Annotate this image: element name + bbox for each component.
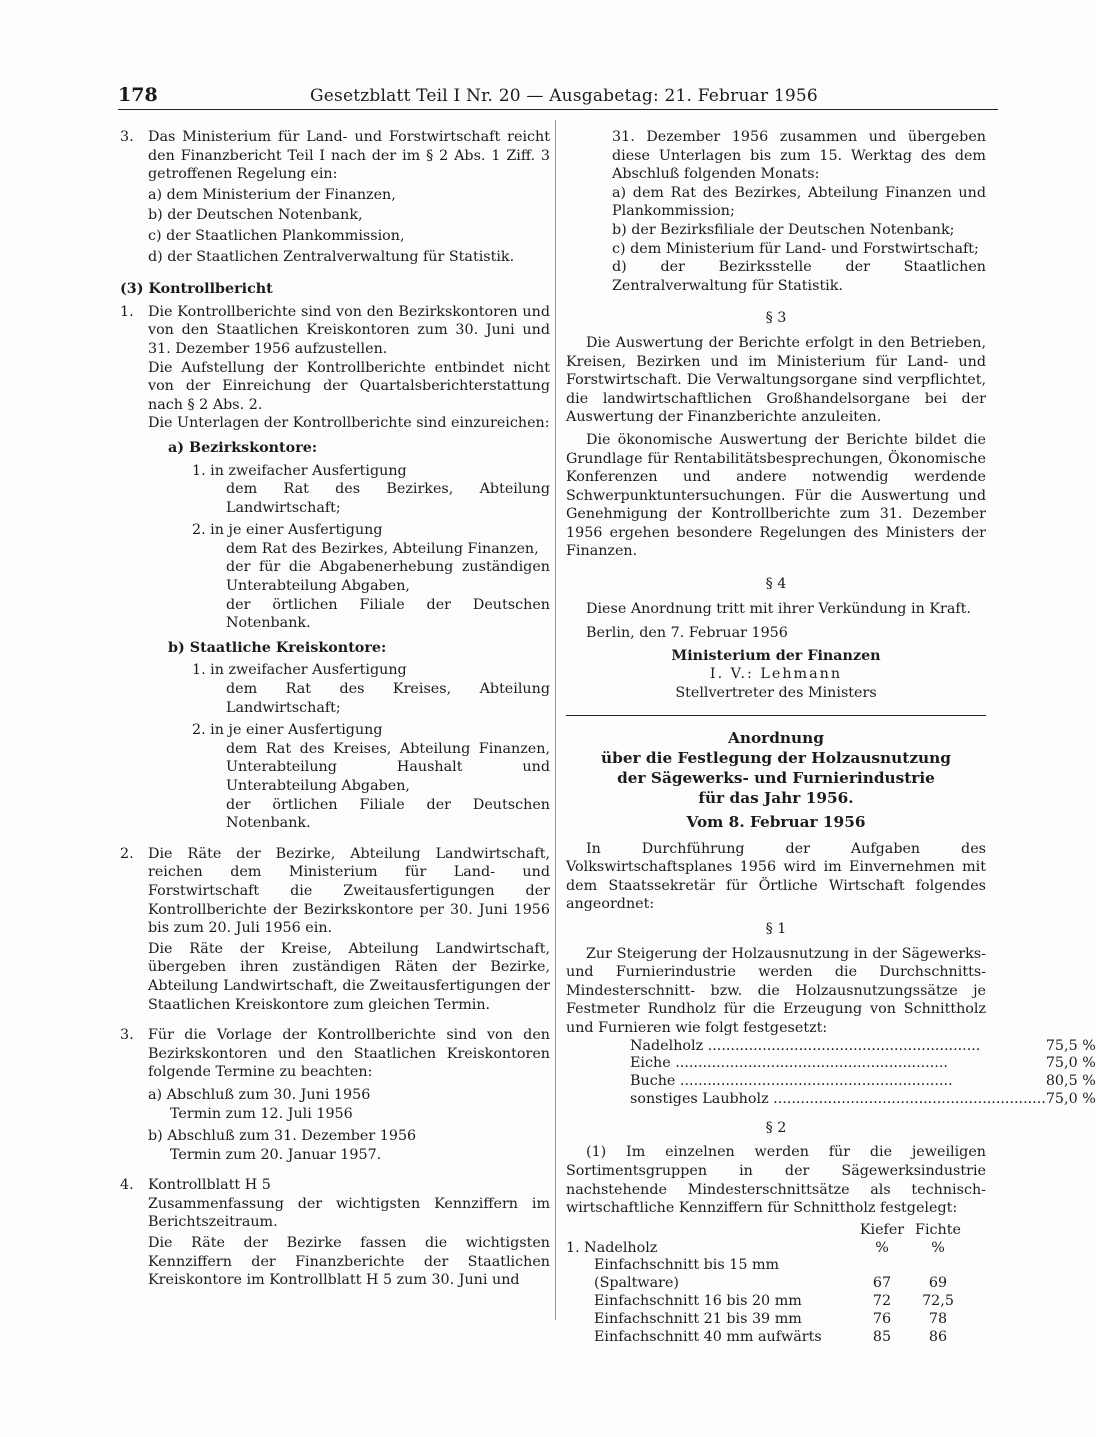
- table-row: [630, 1038, 1096, 1056]
- section-number: § 2: [765, 1119, 787, 1136]
- list-item: der örtlichen Filiale der Deutschen Notenbank.: [226, 596, 550, 632]
- list-item: 2. in je einer Ausfertigung: [192, 522, 383, 539]
- list-item: 2. in je einer Ausfertigung: [192, 722, 383, 739]
- table-row: [566, 1329, 966, 1347]
- list-item: 2. Die Räte der Bezirke, Abteilung Landwirtschaft, reichen dem Ministerium für Land- und Forstwirtschaft die Zweitausfertigungen der Kontrollberichte der Bezirkskontore per 30. Juni 1956 bis zum 20. Juli 1956 ein. Die Räte der Kreise, Abteilung Landwirtschaft, übergeben ihren zuständigen Räten der Bezirke, Abteilung Landwirtschaft, die Zweitausfertigungen der Staatlichen Kreiskontore zum gleichen Termin.: [120, 845, 550, 1013]
- list-item: 1. in zweifacher Ausfertigung: [192, 662, 407, 679]
- list-item: Termin zum 12. Juli 1956: [170, 1105, 353, 1122]
- ministry: Ministerium der Finanzen: [671, 647, 881, 664]
- table-row: [566, 1257, 966, 1293]
- list-item: 1. Die Kontrollberichte sind von den Bezirkskontoren und von den Staatlichen Kreiskontoren zum 30. Juni und 31. Dezember 1956 aufzustellen. Die Aufstellung der Kontrollberichte entbindet nicht von der Einreichung der Quartalsberichterstattung nach § 2 Abs. 2. Die Unterlagen der Kontrollberichte sind einzureichen: a) Bezirkskontore: 1. in zweifacher Ausfertigung dem Rat des Bezirkes, Abteilung Landwirtschaft; 2. in je einer Ausfertigung dem Rat des Bezirkes, Abteilung Finanzen, der für die Abgabenerhebung zuständigen Unterabteilung Abgaben, der örtlichen Filiale der Deutschen Notenbank. b) Staatliche Kreiskontore: 1. in zweifacher Ausfertigung dem Rat des Kreises, Abteilung Landwirtschaft; 2. in je einer Ausfertigung dem Rat des Kreises, Abteilung Finanzen, Unterabteilung Haushalt und Unterabteilung Abgaben, der örtlichen Filiale der Deutschen Notenbank.: [120, 303, 550, 832]
- paragraph: Die Räte der Kreise, Abteilung Landwirtschaft, übergeben ihren zuständigen Räten der Bezirke, Abteilung Landwirtschaft, die Zweitausfertigungen der Staatlichen Kreiskontore zum gleichen Termin.: [148, 940, 550, 1013]
- left-column: [120, 128, 550, 1290]
- list-item: b) der Bezirksfiliale der Deutschen Notenbank;: [612, 221, 955, 238]
- fichte-value: 72,5: [922, 1292, 954, 1309]
- rate-value: 75,0 %: [1045, 1055, 1096, 1072]
- signature: I. V.: Lehmann: [709, 666, 843, 683]
- row-label: Einfachschnitt 21 bis 39 mm: [594, 1310, 802, 1327]
- list-item: 1. in zweifacher Ausfertigung: [192, 462, 407, 479]
- page-number: 178: [118, 84, 158, 106]
- header-title: Gesetzblatt Teil I Nr. 20 — Ausgabetag: 21. Februar 1956: [310, 86, 818, 106]
- row-label: Einfachschnitt 40 mm aufwärts: [594, 1328, 822, 1345]
- paragraph: Für die Vorlage der Kontrollberichte sind von den Bezirkskontoren und den Staatlichen Kreiskontoren folgende Termine zu beachten:: [148, 1027, 550, 1081]
- row-label: Einfachschnitt bis 15 mm (Spaltware): [594, 1257, 780, 1292]
- list-item: dem Rat des Bezirkes, Abteilung Landwirtschaft;: [226, 481, 550, 516]
- kiefer-value: 72: [872, 1292, 892, 1309]
- rate-label: sonstiges Laubholz ............................................................: [630, 1090, 1046, 1107]
- column-divider: [555, 120, 556, 1320]
- paragraph: 31. Dezember 1956 zusammen und übergeben diese Unterlagen bis zum 15. Werktag des dem Abschluß folgenden Monats:: [612, 129, 986, 183]
- unit-label: %: [931, 1239, 945, 1256]
- paragraph: Die Auswertung der Berichte erfolgt in den Betrieben, Kreisen, Bezirken und im Ministerium für Land- und Forstwirtschaft. Die Verwaltungsorgane sind verpflichtet, die landwirtschaftlichen Großhandelsorgane bei der Auswertung der Finanzberichte anzuleiten.: [566, 334, 986, 426]
- list-item: dem Rat des Kreises, Abteilung Landwirtschaft;: [226, 681, 550, 716]
- rate-label: Eiche ............................................................: [630, 1055, 948, 1072]
- paragraph: In Durchführung der Aufgaben des Volkswirtschaftsplanes 1956 wird im Einvernehmen mit dem Staatssekretär für Örtliche Wirtschaft folgendes angeordnet:: [566, 840, 986, 913]
- table-row: [630, 1091, 1096, 1109]
- table-row: [630, 1073, 1096, 1091]
- list-item: Termin zum 20. Januar 1957.: [170, 1146, 382, 1163]
- fichte-value: 86: [928, 1328, 948, 1345]
- kiefer-value: 85: [872, 1328, 892, 1345]
- group-label: 1. Nadelholz: [566, 1239, 658, 1256]
- document-title: Anordnung über die Festlegung der Holzausnutzung der Sägewerks- und Furnierindustrie für das Jahr 1956. Vom 8. Februar 1956: [566, 728, 986, 832]
- table-row: [566, 1293, 966, 1311]
- list-item: d) der Bezirksstelle der Staatlichen Zentralverwaltung für Statistik.: [612, 259, 986, 294]
- fichte-value: 69: [928, 1275, 948, 1292]
- signer-role: Stellvertreter des Ministers: [675, 685, 877, 702]
- list-item: b) Abschluß zum 31. Dezember 1956: [148, 1128, 417, 1145]
- rate-value: 75,5 %: [1045, 1037, 1096, 1054]
- header-rule: [118, 109, 998, 110]
- rate-value: 80,5 %: [1045, 1073, 1096, 1090]
- paragraph: Zusammenfassung der wichtigsten Kennziffern im Berichtszeitraum.: [148, 1195, 550, 1231]
- paragraph: Kontrollblatt H 5: [148, 1177, 271, 1194]
- paragraph: Das Ministerium für Land- und Forstwirtschaft reicht den Finanzbericht Teil I nach der im § 2 Abs. 1 Ziff. 3 getroffenen Regelung ein:: [148, 129, 550, 183]
- section-number: § 4: [765, 576, 787, 593]
- sub-heading: b) Staatliche Kreiskontore:: [168, 639, 387, 656]
- paragraph: Die ökonomische Auswertung der Berichte bildet die Grundlage für Rentabilitätsbesprechungen, Ökonomische Konferenzen und andere notwendig werdende Schwerpunktuntersuchungen. Für die Auswertung und Genehmigung der Kontrollberichte zum 31. Dezember 1956 ergehen besondere Regelungen des Ministers der Finanzen.: [566, 431, 986, 560]
- page-header: [118, 84, 998, 110]
- paragraph: Die Kontrollberichte sind von den Bezirkskontoren und von den Staatlichen Kreiskontoren zum 30. Juni und 31. Dezember 1956 aufzustellen.: [148, 303, 550, 357]
- rate-value: 75,0 %: [1045, 1090, 1096, 1107]
- list-item: der für die Abgabenerhebung zuständigen Unterabteilung Abgaben,: [226, 559, 550, 595]
- column-header: Fichte: [915, 1221, 961, 1238]
- list-item: c) der Staatlichen Plankommission,: [148, 227, 405, 244]
- paragraph: Die Unterlagen der Kontrollberichte sind einzureichen:: [148, 415, 550, 432]
- section-heading: (3) Kontrollbericht: [120, 281, 273, 298]
- list-item: 3. Das Ministerium für Land- und Forstwirtschaft reicht den Finanzbericht Teil I nach der im § 2 Abs. 1 Ziff. 3 getroffenen Regelung ein: a) dem Ministerium der Finanzen, b) der Deutschen Notenbank, c) der Staatlichen Plankommission, d) der Staatlichen Zentralverwaltung für Statistik.: [120, 129, 550, 265]
- document-date: Vom 8. Februar 1956: [686, 812, 866, 831]
- paragraph: Diese Anordnung tritt mit ihrer Verkündung in Kraft.: [586, 600, 971, 617]
- section-rule: [566, 715, 986, 716]
- list-item: a) dem Rat des Bezirkes, Abteilung Finanzen und Plankommission;: [612, 184, 986, 220]
- list-item: b) der Deutschen Notenbank,: [148, 207, 363, 224]
- list-item: 3. Für die Vorlage der Kontrollberichte sind von den Bezirkskontoren und den Staatlichen Kreiskontoren folgende Termine zu beachten: a) Abschluß zum 30. Juni 1956 Termin zum 12. Juli 1956 b) Abschluß zum 31. Dezember 1956 Termin zum 20. Januar 1957.: [120, 1027, 550, 1163]
- list-item: 4. Kontrollblatt H 5 Zusammenfassung der wichtigsten Kennziffern im Berichtszeitraum. Die Räte der Bezirke fassen die wichtigsten Kennziffern der Finanzberichte der Staatlichen Kreiskontore im Kontrollblatt H 5 zum 30. Juni und: [120, 1177, 550, 1289]
- list-item: c) dem Ministerium für Land- und Forstwirtschaft;: [612, 240, 979, 257]
- column-header: Kiefer: [859, 1221, 905, 1238]
- paragraph: (1) Im einzelnen werden für die jeweiligen Sortimentsgruppen in der Sägewerksindustrie nachstehende Mindesterschnittsätze als technisch-wirtschaftliche Kennziffern für Schnittholz festgelegt:: [566, 1144, 986, 1217]
- kiefer-value: 76: [872, 1310, 892, 1327]
- table-row: [566, 1311, 966, 1329]
- paragraph: Die Räte der Bezirke fassen die wichtigsten Kennziffern der Finanzberichte der Staatlichen Kreiskontore im Kontrollblatt H 5 zum 30. Juni und: [148, 1235, 550, 1289]
- sortiment-table: [566, 1222, 966, 1347]
- table-row: [630, 1055, 1096, 1073]
- fichte-value: 78: [928, 1310, 948, 1327]
- list-item: dem Rat des Kreises, Abteilung Finanzen, Unterabteilung Haushalt und Unterabteilung Abgaben,: [226, 740, 550, 794]
- list-item: a) Abschluß zum 30. Juni 1956: [148, 1086, 371, 1103]
- paragraph: Die Aufstellung der Kontrollberichte entbindet nicht von der Einreichung der Quartalsberichterstattung nach § 2 Abs. 2.: [148, 359, 550, 413]
- list-item: der örtlichen Filiale der Deutschen Notenbank.: [226, 796, 550, 832]
- section-number: § 3: [765, 310, 787, 327]
- row-label: Einfachschnitt 16 bis 20 mm: [594, 1292, 802, 1309]
- sub-heading: a) Bezirkskontore:: [168, 439, 318, 456]
- section-number: § 1: [765, 921, 787, 937]
- kiefer-value: 67: [872, 1275, 892, 1292]
- rates-table: [630, 1038, 1096, 1109]
- rate-label: Nadelholz ............................................................: [630, 1037, 981, 1054]
- list-item: a) dem Ministerium der Finanzen,: [148, 186, 396, 203]
- right-column: [566, 128, 1096, 1346]
- rate-label: Buche ............................................................: [630, 1073, 953, 1090]
- unit-label: %: [875, 1239, 889, 1256]
- place-date: Berlin, den 7. Februar 1956: [586, 625, 788, 642]
- list-item: d) der Staatlichen Zentralverwaltung für Statistik.: [148, 248, 515, 265]
- paragraph: Zur Steigerung der Holzausnutzung in der Sägewerks- und Furnierindustrie werden die Durchschnitts-Mindesterschnitt- bzw. die Holzausnutzungssätze je Festmeter Rundholz für die Erzeugung von Schnittholz und Furnieren wie folgt festgesetzt:: [566, 945, 986, 1036]
- list-item: dem Rat des Bezirkes, Abteilung Finanzen,: [226, 540, 539, 557]
- paragraph: Die Räte der Bezirke, Abteilung Landwirtschaft, reichen dem Ministerium für Land- und Forstwirtschaft die Zweitausfertigungen der Kontrollberichte der Bezirkskontore per 30. Juni 1956 bis zum 20. Juli 1956 ein.: [148, 845, 550, 937]
